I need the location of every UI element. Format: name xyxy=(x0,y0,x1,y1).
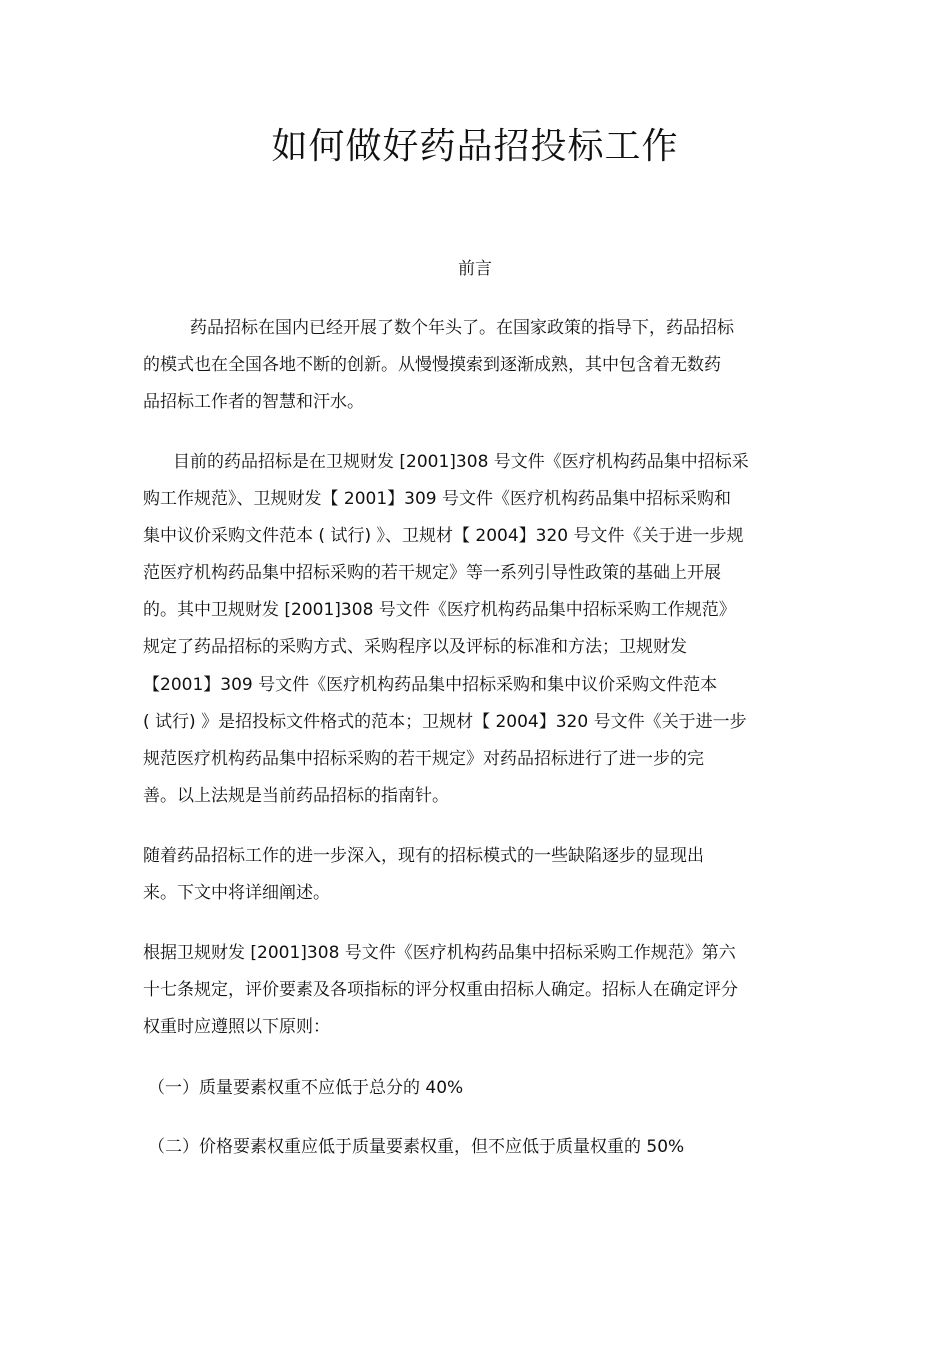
paragraph-line: 善。以上法规是当前药品招标的指南针。 xyxy=(143,786,449,806)
paragraph-line: 权重时应遵照以下原则： xyxy=(143,1017,330,1037)
document-title: 如何做好药品招投标工作 xyxy=(271,126,679,167)
principle-item-1: （一）质量要素权重不应低于总分的 40% xyxy=(148,1078,464,1098)
paragraph-line: 来。下文中将详细阐述。 xyxy=(143,883,330,903)
paragraph-line: 根据卫规财发 [2001]308 号文件《医疗机构药品集中招标采购工作规范》第六 xyxy=(143,943,736,963)
paragraph-line: 范医疗机构药品集中招标采购的若干规定》等一系列引导性政策的基础上开展 xyxy=(143,563,721,583)
paragraph-line: 规范医疗机构药品集中招标采购的若干规定》对药品招标进行了进一步的完 xyxy=(143,749,704,769)
principle-item-2: （二）价格要素权重应低于质量要素权重，但不应低于质量权重的 50% xyxy=(148,1137,685,1157)
paragraph-line: 的。其中卫规财发 [2001]308 号文件《医疗机构药品集中招标采购工作规范》 xyxy=(143,600,736,620)
paragraph-line: 十七条规定，评价要素及各项指标的评分权重由招标人确定。招标人在确定评分 xyxy=(143,980,738,1000)
paragraph-line: 品招标工作者的智慧和汗水。 xyxy=(143,392,364,412)
paragraph-line: 购工作规范》、卫规财发【 2001】309 号文件《医疗机构药品集中招标采购和 xyxy=(143,489,732,509)
paragraph-line: 药品招标在国内已经开展了数个年头了。在国家政策的指导下，药品招标 xyxy=(190,318,734,338)
paragraph-line: 集中议价采购文件范本 ( 试行) 》、卫规材【 2004】320 号文件《关于进一步规 xyxy=(143,526,744,546)
paragraph-line: 随着药品招标工作的进一步深入，现有的招标模式的一些缺陷逐步的显现出 xyxy=(143,846,704,866)
paragraph-line: 目前的药品招标是在卫规财发 [2001]308 号文件《医疗机构药品集中招标采 xyxy=(173,452,749,472)
paragraph-line: 规定了药品招标的采购方式、采购程序以及评标的标准和方法；卫规财发 xyxy=(143,637,687,657)
paragraph-line: 的模式也在全国各地不断的创新。从慢慢摸索到逐渐成熟，其中包含着无数药 xyxy=(143,355,721,375)
paragraph-line: 【2001】309 号文件《医疗机构药品集中招标采购和集中议价采购文件范本 xyxy=(143,675,718,695)
preface-heading: 前言 xyxy=(458,259,492,279)
paragraph-line: ( 试行) 》是招投标文件格式的范本；卫规材【 2004】320 号文件《关于进一步 xyxy=(143,712,747,732)
